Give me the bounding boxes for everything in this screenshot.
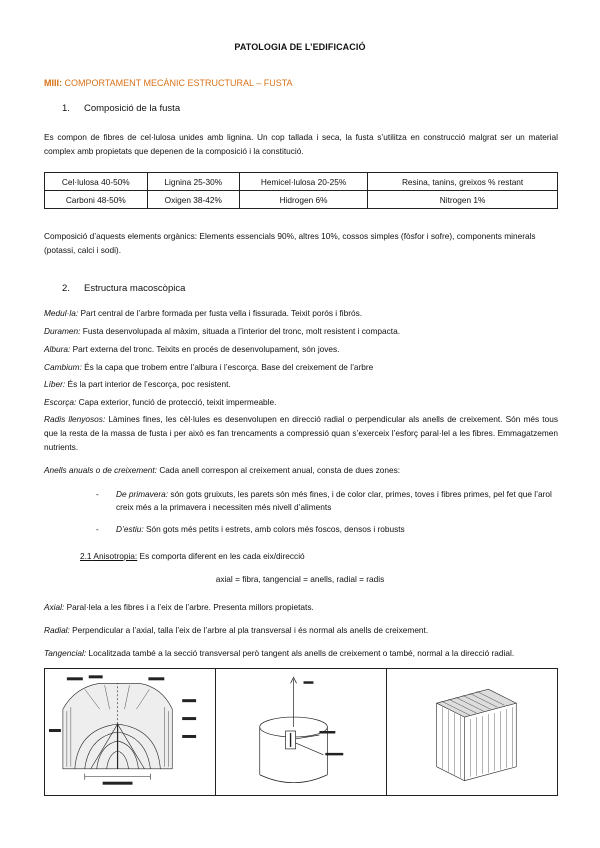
term-medulla (44, 306, 558, 320)
table-cell: Carboni 48-50% (45, 191, 148, 209)
term-label: Cambium: (44, 362, 82, 372)
term-text: Capa exterior, funció de protecció, teixit impermeable. (78, 397, 277, 407)
term-label: Duramen: (44, 326, 81, 336)
axis-axial (44, 600, 558, 614)
term-text: Part central de l’arbre formada per fusta vella i fissurada. Teixit porós i fibrós. (80, 308, 363, 318)
subsection-anisotropy (80, 551, 305, 561)
bullet-dash: - (96, 524, 99, 534)
intro-paragraph: Es compon de fibres de cel·lulosa unides amb lignina. Un cop tallada i seca, la fusta s’utilitza en construcció malgrat ser un material complex amb propietats que depenen de la composició i la constitució. (44, 132, 558, 156)
table-cell: Hidrogen 6% (239, 191, 367, 209)
term-label: Radial: (44, 625, 70, 635)
table-row (45, 669, 558, 796)
term-text: Perpendicular a l’axial, talla l’eix de l’arbre al pla transversal i és normal als anells de creixement. (72, 625, 429, 635)
subsection-text: Es comporta diferent en les cada eix/direcció (139, 551, 305, 561)
page-title: PATOLOGIA DE L’EDIFICACIÓ (234, 42, 366, 52)
figure-cell (216, 669, 387, 796)
table-cell: Hemicel·lulosa 20-25% (239, 173, 367, 191)
composition-paragraph: Composició d’aquests elements orgànics: Elements essencials 90%, altres 10%, cossos simples (fòsfor i sofre), components minerals (potassi, calci i sodi). (44, 231, 536, 255)
term-duramen (44, 324, 558, 338)
table-cell: Resina, tanins, greixos % restant (368, 173, 558, 191)
term-radis (44, 412, 558, 454)
section-heading-1 (62, 103, 180, 114)
term-label: Radis llenyosos: (44, 414, 106, 424)
term-liber (44, 377, 558, 391)
trunk-cross-section-icon (45, 669, 215, 795)
term-albura (44, 342, 558, 356)
axes-formula: axial = fibra, tangencial = anells, radial = radis (215, 574, 385, 584)
module-heading (44, 78, 293, 88)
subsection-title: Anisotropia: (93, 551, 138, 561)
term-label: Tangencial: (44, 648, 87, 658)
table-cell: Cel·lulosa 40-50% (45, 173, 148, 191)
bullet-label: De primavera: (116, 489, 169, 499)
module-name: COMPORTAMENT MECÀNIC ESTRUCTURAL – FUSTA (64, 78, 293, 88)
term-text: Cada anell correspon al creixement anual, consta de dues zones: (159, 465, 401, 475)
table-cell: Nitrogen 1% (368, 191, 558, 209)
term-text: Localitzada també a la secció transversal però tangent als anells de creixement o també, normal a la direcció radial. (88, 648, 515, 658)
section-heading-2 (62, 283, 185, 294)
figures-table (44, 668, 558, 796)
section-title: Estructura macoscòpica (84, 283, 186, 294)
bullet-label: D’estiu: (116, 524, 144, 534)
bullet-spring (98, 488, 558, 514)
term-label: Axial: (44, 602, 65, 612)
wood-block-grain-icon (387, 669, 557, 795)
figure-cell (387, 669, 558, 796)
bullet-dash: - (96, 489, 99, 499)
term-escorca (44, 395, 558, 409)
bullet-summer (98, 523, 558, 536)
term-text: És la capa que trobem entre l’albura i l’escorça. Base del creixement de l’arbre (84, 362, 374, 372)
term-text: És la part interior de l’escorça, poc resistent. (67, 379, 231, 389)
term-rings (44, 463, 558, 477)
axis-tangential (44, 646, 558, 660)
axis-radial (44, 623, 558, 637)
table-cell: Oxigen 38-42% (147, 191, 239, 209)
table-cell: Lignina 25-30% (147, 173, 239, 191)
term-cambium (44, 360, 558, 374)
term-text: Part externa del tronc. Teixits en procés de desenvolupament, són joves. (72, 344, 340, 354)
bullet-text: són gots gruixuts, les parets són més fines, i de color clar, primes, toves i fibres primes, pel fet que l’arol creix més a la primavera i necessiten més nivell d’aliments (116, 489, 552, 512)
term-text: Paral·lela a les fibres i a l’eix de l’arbre. Presenta millors propietats. (66, 602, 314, 612)
term-text: Làmines fines, les cèl·lules es desenvolupen en direcció radial o perpendicular als anells de creixement. Són més tous que la resta de la massa de fusta i per això es fan trencaments a compressió quan s’exerceix l’esforç paral·lel a les fibres. Emmagatzemen nutrients. (44, 414, 558, 452)
composition-table (44, 172, 558, 209)
section-title: Composició de la fusta (84, 103, 181, 114)
term-label: Albura: (44, 344, 71, 354)
term-label: Líber: (44, 379, 66, 389)
term-label: Anells anuals o de creixement: (44, 465, 157, 475)
term-text: Fusta desenvolupada al màxim, situada a l’interior del tronc, molt resistent i compacta. (82, 326, 401, 336)
figure-cell (45, 669, 216, 796)
table-row (45, 191, 558, 209)
section-number: 2. (62, 283, 70, 294)
cylinder-axes-icon (216, 669, 386, 795)
term-label: Medul·la: (44, 308, 79, 318)
table-row (45, 173, 558, 191)
bullet-text: Són gots més petits i estrets, amb colors més foscos, densos i robusts (145, 524, 405, 534)
module-code: MIII: (44, 78, 62, 88)
section-number: 1. (62, 103, 70, 114)
subsection-number: 2.1 (80, 551, 92, 561)
term-label: Escorça: (44, 397, 77, 407)
